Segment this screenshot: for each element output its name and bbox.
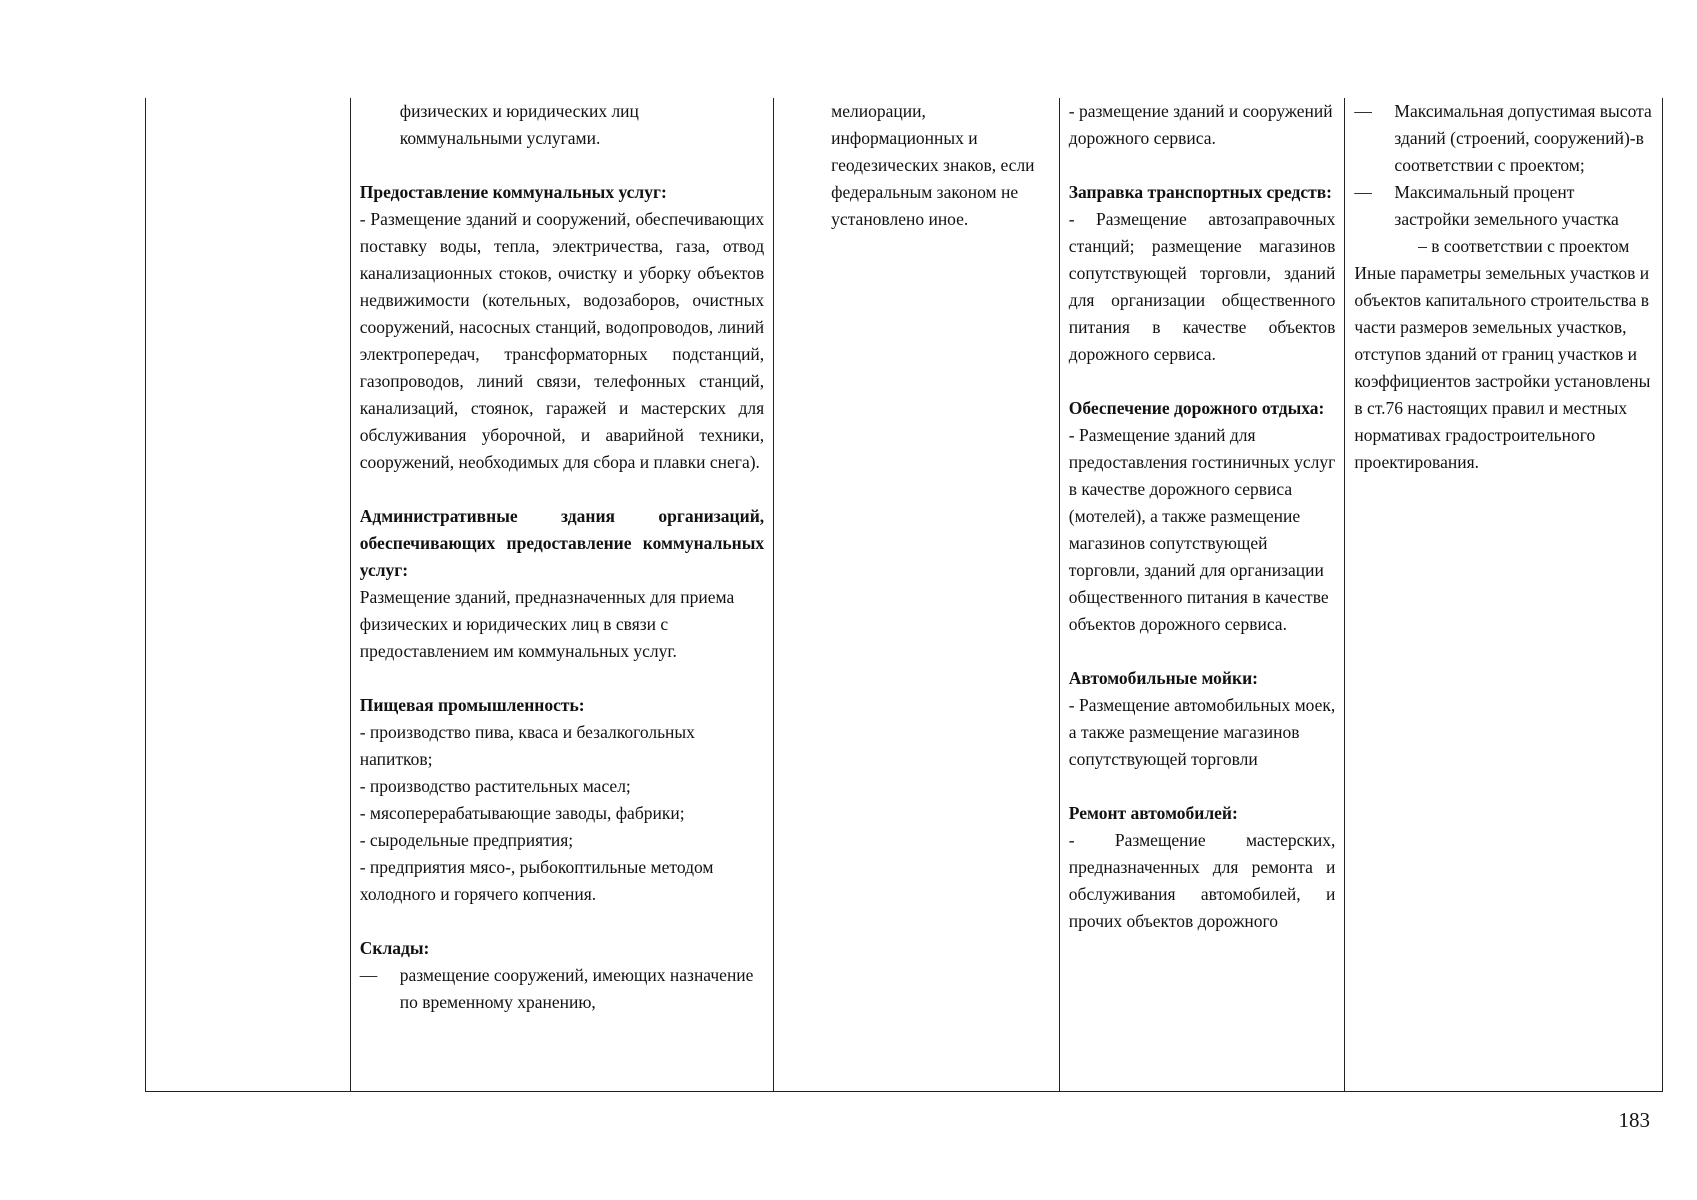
parameter-text-coverage: Максимальный процент застройки земельного участка bbox=[1394, 182, 1619, 229]
section-heading-utilities: Предоставление коммунальных услуг: bbox=[359, 182, 667, 202]
section-heading-admin-buildings: Административные здания организаций, обеспечивающих предоставление коммунальных услуг: bbox=[359, 506, 765, 580]
section-heading-warehouses: Склады: bbox=[359, 938, 430, 958]
section-text-fuel-stations: - Размещение автозаправочных станций; размещение магазинов сопутствующей торговли, зданий для организации общественного питания в качестве объектов дорожного сервиса. bbox=[1068, 209, 1336, 364]
section-heading-fuel-stations: Заправка транспортных средств: bbox=[1068, 182, 1332, 202]
table-column-conditional bbox=[773, 98, 1059, 1091]
list-item: - мясоперерабатывающие заводы, фабрики; bbox=[359, 803, 685, 823]
intro-line-2: коммунальными услугами. bbox=[399, 128, 601, 148]
page-number: 183 bbox=[1618, 1108, 1650, 1132]
table-column-1 bbox=[146, 98, 350, 1091]
section-text-admin-buildings: Размещение зданий, предназначенных для приема физических и юридических лиц в связи с предоставлением им коммунальных услуг. bbox=[359, 587, 735, 661]
food-industry-list bbox=[360, 719, 764, 908]
parameter-text-coverage-tail: – в соответствии с проектом bbox=[1418, 236, 1630, 256]
section-heading-car-repair: Ремонт автомобилей: bbox=[1068, 803, 1238, 823]
dash-marker: — bbox=[1354, 101, 1372, 121]
other-parameters-text: Иные параметры земельных участков и объектов капитального строительства в части размеров земельных участков, отступов зданий от границ участков и коэффициентов застройки установлены в ст.76 настоящих правил и местных нормативах градостроительного проектирования. bbox=[1354, 263, 1651, 472]
section-text-car-repair: - Размещение мастерских, предназначенных для ремонта и обслуживания автомобилей, и прочих объектов дорожного bbox=[1068, 830, 1336, 931]
table-column-parameters bbox=[1344, 98, 1662, 1091]
section-text-utilities: - Размещение зданий и сооружений, обеспечивающих поставку воды, тепла, электричества, газа, отвод канализационных стоков, очистку и уборку объектов недвижимости (котельных, водозаборов, очистных сооружений, насосных станций, водопроводов, линий электропередач, трансформаторных подстанций, газопроводов, линий связи, телефонных станций, канализаций, стоянок, гаражей и мастерских для обслуживания уборочной, и аварийной техники, сооружений, необходимых для сбора и плавки снега). bbox=[359, 209, 765, 472]
list-item: - предприятия мясо-, рыбокоптильные методом холодного и горячего копчения. bbox=[359, 857, 714, 904]
list-item: - производство растительных масел; bbox=[359, 776, 631, 796]
parameter-text-height: Максимальная допустимая высота зданий (строений, сооружений)-в соответствии с проектом; bbox=[1394, 101, 1652, 175]
column-3-text: мелиорации, информационных и геодезических знаков, если федеральным законом не установлено иное. bbox=[831, 101, 1035, 229]
zoning-table bbox=[145, 98, 1663, 1092]
intro-text bbox=[360, 98, 764, 152]
road-service-intro: - размещение зданий и сооружений дорожного сервиса. bbox=[1068, 101, 1333, 148]
dash-marker: — bbox=[1354, 182, 1372, 202]
warehouses-list-item bbox=[360, 962, 764, 1016]
parameter-item-coverage bbox=[1354, 179, 1653, 260]
table-column-permitted-uses bbox=[350, 98, 773, 1091]
section-text-road-rest: - Размещение зданий для предоставления гостиничных услуг в качестве дорожного сервиса (мотелей), а также размещение магазинов сопутствующей торговли, зданий для организации общественного питания в качестве объектов дорожного сервиса. bbox=[1068, 425, 1336, 634]
table-column-auxiliary bbox=[1059, 98, 1345, 1091]
section-heading-road-rest: Обеспечение дорожного отдыха: bbox=[1068, 398, 1325, 418]
list-item: - сыродельные предприятия; bbox=[359, 830, 574, 850]
dash-marker: — bbox=[359, 965, 378, 985]
section-heading-food-industry: Пищевая промышленность: bbox=[359, 695, 585, 715]
intro-line-1: физических и юридических лиц bbox=[399, 101, 639, 121]
section-heading-car-wash: Автомобильные мойки: bbox=[1068, 668, 1258, 688]
list-item: - производство пива, кваса и безалкогольных напитков; bbox=[359, 722, 695, 769]
warehouses-text: размещение сооружений, имеющих назначение по временному хранению, bbox=[399, 965, 754, 1012]
parameter-item-height bbox=[1354, 98, 1653, 179]
section-text-car-wash: - Размещение автомобильных моек, а также размещение магазинов сопутствующей торговли bbox=[1068, 695, 1336, 769]
